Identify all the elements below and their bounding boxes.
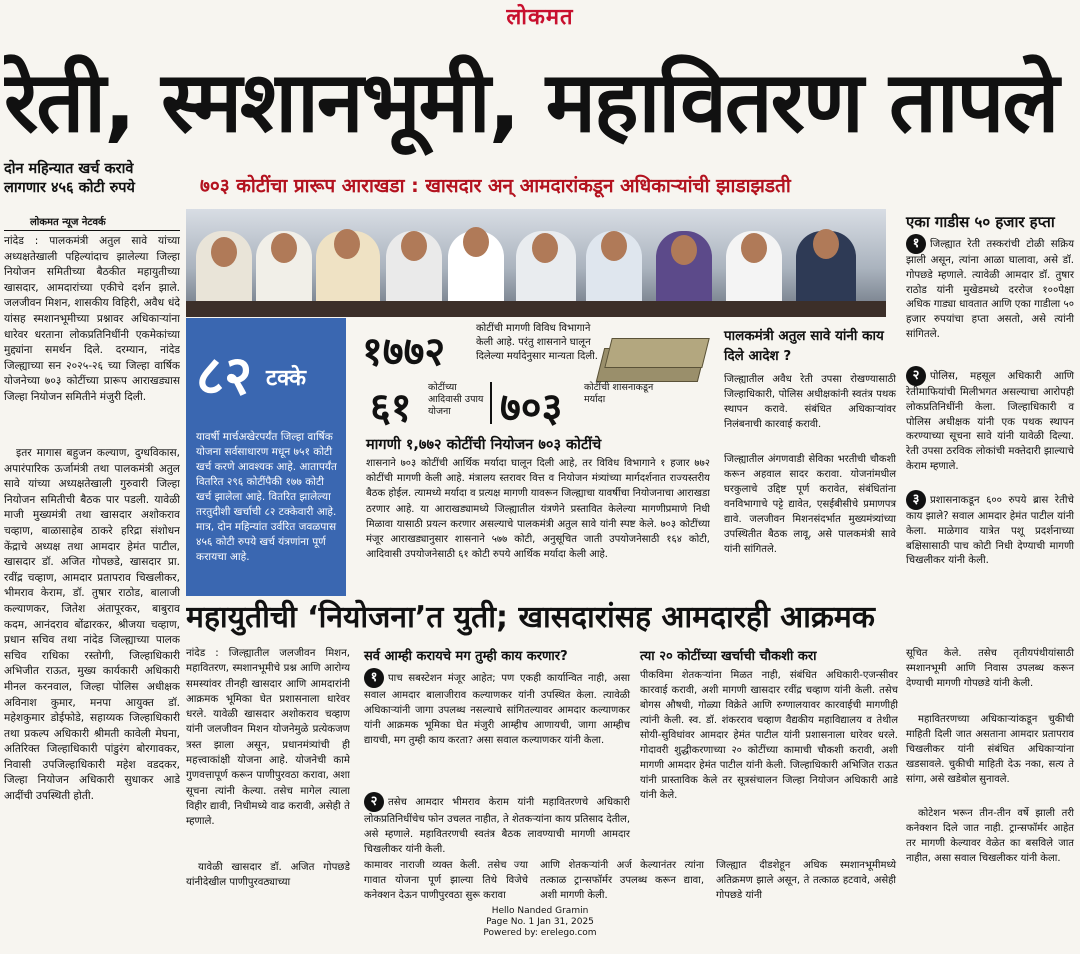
figure-61-text: कोटींच्या आदिवासी उपाय योजना xyxy=(428,382,484,417)
footer-line1: Hello Nanded Gramin xyxy=(491,906,589,916)
minister-headline: पालकमंत्री अतुल सावे यांनी काय दिले आदेश ? xyxy=(724,328,884,364)
number-2-badge: २ xyxy=(364,792,384,812)
bottom-col2-tail: कामावर नाराजी व्यक्त केली. तसेच ज्या गावात योजना पूर्ण झाल्या तिथे विजेचे कनेक्शन देऊन पाणीपुरवठा सुरू करावा xyxy=(364,860,528,901)
figure-61: ६१ xyxy=(370,385,412,431)
bottom-col2-item2 xyxy=(364,792,630,857)
demand-text: शासनाने ७०३ कोटींची आर्थिक मर्यादा घालून दिली आहे, तर विविध विभागाने १ हजार ७७२ कोटींची मागणी केली आहे. मंत्रालय स्तरावर वित्त व नियोजन मंत्र्यांच्या मार्गदर्शनात राज्यस्तरीय बैठक होईल. त्यामध्ये मर्यादा व प्रत्यक्ष मागणी यावरून जिल्ह्याचा यावर्षीचा नियोजनाचा आराखडा ठरणार आहे. या आराखड्यामध्ये जिल्ह्यातील यंत्रणेने प्रस्तावित केलेल्या मागणीप्रमाणे निधी मिळावा यासाठी प्रयत्न करणार असल्याचे पालकमंत्री अतुल सावे यांनी स्पष्ट केले. ७०३ कोटींच्या मंजूर आराखड्यानुसार शासनाने ५७७ कोटी, अनुसूचित जाती उपयोजनेसाठी १६४ कोटी, आदिवासी उपयोजनेसाठी ६१ कोटी रुपये आर्थिक मर्यादा केली आहे. xyxy=(366,458,710,561)
second-headline: महायुतीची ‘नियोजना’त युती; खासदारांसह आमदारही आक्रमक xyxy=(186,600,875,635)
number-1-badge: १ xyxy=(364,668,384,688)
footer-line3: Powered by: erelego.com xyxy=(483,928,597,938)
minister-para1: जिल्ह्यातील अवैध रेती उपसा रोखण्यासाठी जिल्हाधिकारी, पोलिस अधीक्षकांनी स्वतंत्र पथक स्थापन करावे. संबंधित अधिकाऱ्यांवर निलंबनाची कारवाई करावी. xyxy=(724,374,896,430)
minister-para2: जिल्ह्यातील अंगणवाडी सेविका भरतीची चौकशी करून अहवाल सादर करावा. योजनांमधील घरकुलाचे उद्दिष्ट पूर्ण करावेत, संबंधितांना वनविभागाचे पट्टे द्यावेत, एसईबीसीचे प्रमाणपत्र द्यावे. जलजीवन मिशनसंदर्भात मुख्यमंत्र्यांच्या उपस्थितीत बैठक लावू, असे पालकमंत्री सावे यांनी सांगितले. xyxy=(724,454,896,555)
number-1-badge: १ xyxy=(906,234,926,254)
stat-label: टक्के xyxy=(266,366,306,391)
side-story-para1: नांदेड : पालकमंत्री अतुल सावे यांच्या अध्यक्षतेखाली पहिल्यांदाच झालेल्या जिल्हा नियोजन समितीच्या बैठकीत महायुतीच्या खासदार, आमदारांच्या एकीचे दर्शन झाले. जलजीवन मिशन, शासकीय विहिरी, अवैध धंदे यांसह स्मशानभूमीच्या प्रश्नावर अधिकाऱ्यांना धारेवर धरताना लोकप्रतिनिधींनी एकमेकांच्या मुद्द्यांना समर्थन दिले. दरम्यान, नांदेड जिल्ह्याच्या सन २०२५-२६ च्या जिल्हा वार्षिक योजनेच्या ७०३ कोटींच्या प्रारूप आराखड्यास जिल्हा नियोजन समितीने मंजुरी दिली. xyxy=(4,235,180,403)
bottom-col1-para1: नांदेड : जिल्ह्यातील जलजीवन मिशन, महावितरण, स्मशानभूमीचे प्रश्न आणि आरोग्य समस्यांवर तीनही खासदार आणि आमदारांनी आक्रमक भूमिका घेत प्रशासनाला धारेवर धरले. यावेळी खासदार अशोकराव चव्हाण यांनी जलजीवन मिशन योजनेमुळे प्रत्येकजण त्रस्त झाला असून, प्रधानमंत्र्यांची ही महत्त्वाकांक्षी योजना आहे. योजनेची कामे गुणवत्तापूर्ण करून पाणीपुरवठा करावा, अशा सूचना त्यांनी केल्या. तसेच मागेल त्याला विहीर द्यावी, निधीमध्ये वाढ करावी, असेही ते म्हणाले. xyxy=(186,648,350,828)
number-3-badge: ३ xyxy=(906,490,926,510)
bottom-col4-para2: महावितरणच्या अधिकाऱ्यांकडून चुकीची माहिती दिली जात असताना आमदार प्रतापराव चिखलीकर यांनी संबंधित अधिकाऱ्यांना खडसावले. चुकीची माहिती देऊ नका, सत्य ते सांगा, असे खडेबोल सुनावले. xyxy=(906,714,1074,785)
figure-703-text: कोटींची शासनाकडून मर्यादा xyxy=(584,382,654,405)
bottom-col4-para3: कोटेशन भरून तीन-तीन वर्षे झाली तरी कनेक्शन दिले जात नाही. ट्रान्सफॉर्मर आहेत तर मागणी केल्यावर वेळेत का बसविले जात नाहीत, असा सवाल चिखलीकर यांनी केला. xyxy=(906,808,1074,864)
number-2-badge: २ xyxy=(906,366,926,386)
right-col-item3 xyxy=(906,490,1074,569)
footer-line2: Page No. 1 Jan 31, 2025 xyxy=(486,917,594,927)
bottom-col1-para2: यावेळी खासदार डॉ. अजित गोपछडे यांनीदेखील पाणीपुरवठ्याच्या xyxy=(186,862,350,889)
figure-divider xyxy=(490,382,492,424)
blue-stat-box xyxy=(186,318,346,596)
byline-rule xyxy=(4,230,180,231)
side-story-byline: लोकमत न्यूज नेटवर्क xyxy=(30,217,106,228)
meeting-photo xyxy=(186,209,886,317)
bottom-col3-tail-b: जिल्ह्यात दीडशेहून अधिक स्मशानभूमीमध्ये अतिक्रमण झाले असून, ते तत्काळ हटवावे, असेही गोपछडे यांनी xyxy=(716,860,896,901)
masthead xyxy=(0,0,1080,36)
demand-headline: मागणी १,७७२ कोटींची नियोजन ७०३ कोटींचे xyxy=(366,437,602,453)
stat-number: ८२ xyxy=(196,344,253,407)
subheadline: ७०३ कोटींचा प्रारूप आराखडा : खासदार अन् आमदारांकडून अधिकाऱ्यांची झाडाझडती xyxy=(200,175,791,197)
bottom-col3-text: पीकविमा शेतकऱ्यांना मिळत नाही, संबंधित अधिकारी-एजन्सीवर कारवाई करावी, अशी मागणी खासदार रवींद्र चव्हाण यांनी केली. तसेच बोगस औषधी, गोळ्या विक्रेते आणि रुग्णालयावर कारवाईची मागणीही त्यांनी केली. स्व. डॉ. शंकरराव चव्हाण वैद्यकीय महाविद्यालय व तेथील सोयी-सुविधांवर आमदार हेमंत पाटील यांनी प्रशासनाला धारेवर धरले. गोदावरी शुद्धीकरणाच्या २० कोटींच्या कामाची चौकशी करावी, अशी मागणी आमदार हेमंत पाटील यांनी केली. जिल्हाधिकारी अभिजित राऊत यांनी प्रास्ताविक केले तर सूत्रसंचालन जिल्हा नियोजन अधिकारी आडे यांनी केले. xyxy=(640,670,898,801)
bottom-col2-item1-text: पाच सबस्टेशन मंजूर आहेत; पण एकही कार्यान्वित नाही, असा सवाल आमदार बालाजीराव कल्याणकर यांनी उपस्थित केला. त्यावेळी अधिकाऱ्यांनी जागा उपलब्ध नसल्याचे सांगितल्यावर आमदार कल्याणकर यांनी आक्रमक भूमिका घेत मंजुरी आम्हीच आणायची, जागा आम्हीच द्यायची, मग तुम्ही काय करता? असा सवाल कल्याणकर यांनी केला. xyxy=(364,673,630,746)
bottom-col3-tail-a: आणि शेतकऱ्यांनी अर्ज केल्यानंतर त्यांना तत्काळ ट्रान्सफॉर्मर उपलब्ध करून द्यावा, अशी मागणी केली. xyxy=(540,860,704,901)
figure-1772-text: कोटींची मागणी विविध विभागाने केली आहे. परंतु शासनाने घालून दिलेल्या मर्यादेनुसार मान्यता दिली. xyxy=(476,323,598,362)
bottom-col2-item1 xyxy=(364,668,630,748)
right-col-item3-text: प्रशासनाकडून ६०० रुपये ब्रास रेतीचे काय झाले? सवाल आमदार हेमंत पाटील यांनी केला. माळेगाव यात्रेत पशू प्रदर्शनाच्या बक्षिसासाठी पाच कोटी निधी देण्याची मागणी चिखलीकर यांनी केली. xyxy=(906,495,1074,567)
right-col-item1-text: जिल्ह्यात रेती तस्करांची टोळी सक्रिय झाली असून, त्यांना आळा घालावा, असे डॉ. गोपछडे म्हणाले. त्यावेळी आमदार डॉ. तुषार राठोड यांनी मुखेडमध्ये दररोज १००पेक्षा अधिक गाड्या धावतात आणि एका गाडीला ५० हजार रुपयांचा हप्ता असतो, असे त्यांनी सांगितले. xyxy=(906,239,1074,340)
right-col-item2-text: पोलिस, महसूल अधिकारी आणि रेतीमाफियांची मिलीभगत असल्याचा आरोपही लोकप्रतिनिधींनी केला. जिल्हाधिकारी व पोलिस अधीक्षक यांनी एक पथक स्थापन करण्याच्या सूचना सावे यांनी यावेळी दिल्या. रेती उपसा ठरविक लोकांची मक्तेदारी झाल्याचे केराम म्हणाले. xyxy=(906,371,1074,472)
page-footer xyxy=(0,906,1080,939)
figure-1772: १७७२ xyxy=(362,329,446,375)
masthead-logo: लोकमत xyxy=(506,4,574,30)
right-col-item2 xyxy=(906,366,1074,475)
bottom-col4-text: सूचित केले. तसेच तृतीयपंथीयांसाठी स्मशानभूमी आणि निवास उपलब्ध करून देण्याची मागणी गोपछडे यांनी केली. xyxy=(906,648,1074,689)
bottom-col2-headline: सर्व आम्ही करायचे मग तुम्ही काय करणार? xyxy=(364,649,568,664)
right-col-headline: एका गाडीस ५० हजार हप्ता xyxy=(906,213,1055,231)
main-headline: रेती, स्मशानभूमी, महावितरण तापले xyxy=(4,53,1058,151)
bottom-col3-headline: त्या २० कोटींच्या खर्चाची चौकशी करा xyxy=(640,649,817,664)
stat-text: यावर्षी मार्चअखेरपर्यंत जिल्हा वार्षिक योजना सर्वसाधारण मधून ७५१ कोटी खर्च करणे आवश्यक आहे. आतापर्यंत वितरित २९६ कोटींपैकी १७७ कोटी खर्च झालेला आहे. वितरित झालेल्या तरतुदीशी खर्चाची ८२ टक्केवारी आहे. मात्र, दोन महिन्यांत उर्वरित जवळपास ४५६ कोटी रुपये खर्च यंत्रणांना पूर्ण करायचा आहे. xyxy=(196,431,337,563)
side-story-para2: इतर मागास बहुजन कल्याण, दुग्धविकास, अपारंपारिक ऊर्जामंत्री तथा पालकमंत्री अतुल सावे यांच्या अध्यक्षतेखाली गुरुवारी जिल्हा नियोजन समितीची बैठक पार पडली. यावेळी माजी मुख्यमंत्री तथा खासदार अशोकराव चव्हाण, बाळासाहेब ठाकरे हरिद्रा संशोधन केंद्राचे अध्यक्ष तथा आमदार हेमंत पाटील, खासदार डॉ. अजित गोपछडे, खासदार प्रा. रवींद्र चव्हाण, आमदार प्रतापराव चिखलीकर, भीमराव केराम, डॉ. तुषार राठोड, बालाजी कल्याणकर, जितेश अंतापूरकर, बाबुराव कदम, आनंदराव बोंढारकर, श्रीजया चव्हाण, प्रधान सचिव तथा नांदेड जिल्ह्याच्या पालक सचिव राधिका रस्तोगी, जिल्हाधिकारी अभिजीत राऊत, मुख्य कार्यकारी अधिकारी मीनल करनवाल, जिल्हा पोलिस अधीक्षक अविनाश कुमार, मनपा आयुक्त डॉ. महेशकुमार डोईफोडे, सहाय्यक जिल्हाधिकारी तथा प्रकल्प अधिकारी श्रीमती कावेली मेघना, अतिरिक्त जिल्हाधिकारी पांडुरंग बोरगावकर, निवासी उपजिल्हाधिकारी महेश वडदकर, जिल्हा नियोजन अधिकारी सुधाकर आडे आदींची उपस्थिती होती. xyxy=(4,447,180,803)
bottom-col2-item2-text: तसेच आमदार भीमराव केराम यांनी महावितरणचे अधिकारी लोकप्रतिनिधींचेच फोन उचलत नाहीत, ते शेतकऱ्यांना काय प्रतिसाद देतील, असे म्हणाले. महावितरणची स्वतंत्र बैठक लावण्याची मागणी आमदार चिखलीकर यांनी केली. xyxy=(364,797,630,855)
side-story-headline: दोन महिन्यात खर्च करावे लागणार ४५६ कोटी रुपये xyxy=(4,161,135,196)
figure-703: ७०३ xyxy=(500,385,563,431)
right-col-item1 xyxy=(906,234,1074,343)
